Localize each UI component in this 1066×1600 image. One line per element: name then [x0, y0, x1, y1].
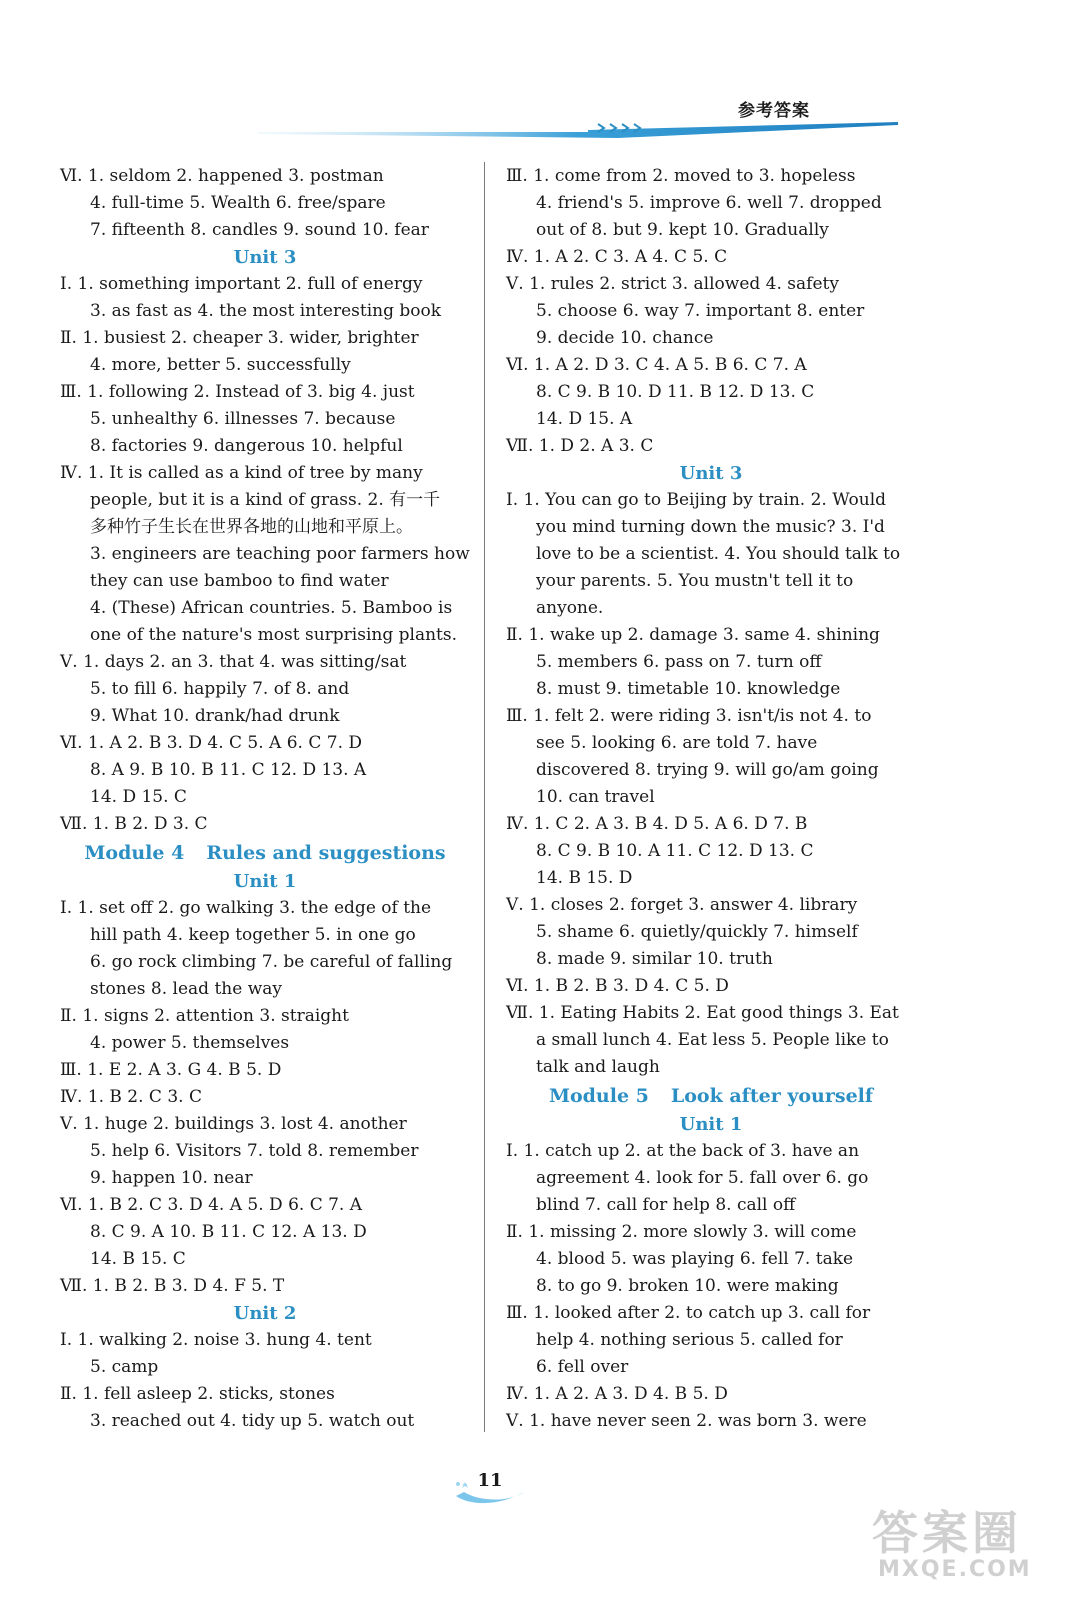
answer-line: 14. D 15. A [536, 409, 633, 429]
answer-line: Ⅱ. 1. signs 2. attention 3. straight [60, 1006, 349, 1026]
answer-line: 8. A 9. B 10. B 11. C 12. D 13. A [90, 760, 367, 780]
answer-line: 4. full-time 5. Wealth 6. free/spare [90, 193, 386, 213]
answer-line: Ⅲ. 1. felt 2. were riding 3. isn't/is not 4. to [506, 706, 872, 726]
answer-line: 7. fifteenth 8. candles 9. sound 10. fear [90, 220, 429, 240]
answer-line: Ⅳ. 1. It is called as a kind of tree by many [60, 463, 423, 483]
answer-line: one of the nature's most surprising plants. [90, 625, 457, 645]
answer-line: Ⅵ. 1. B 2. B 3. D 4. C 5. D [506, 976, 729, 996]
header-band-icon [258, 118, 908, 140]
answer-line: Ⅴ. 1. days 2. an 3. that 4. was sitting/sat [60, 652, 407, 672]
answer-line: people, but it is a kind of grass. 2. 有一千 [90, 490, 441, 510]
answer-line: Ⅲ. 1. E 2. A 3. G 4. B 5. D [60, 1060, 282, 1080]
answer-line: 3. as fast as 4. the most interesting book [90, 301, 442, 321]
answer-line: anyone. [536, 598, 604, 618]
header-title: 参考答案 [738, 101, 810, 121]
answer-line: 4. more, better 5. successfully [90, 355, 351, 375]
answer-line: 9. What 10. drank/had drunk [90, 706, 340, 726]
answer-line: 10. can travel [536, 787, 655, 807]
answer-line: Ⅱ. 1. wake up 2. damage 3. same 4. shining [506, 625, 880, 645]
module-title: Rules and suggestions [206, 842, 446, 864]
answer-line: Ⅲ. 1. following 2. Instead of 3. big 4. just [60, 382, 415, 402]
answer-line: see 5. looking 6. are told 7. have [536, 733, 818, 753]
answer-line: you mind turning down the music? 3. I'd [536, 517, 885, 537]
answer-line: Ⅰ. 1. set off 2. go walking 3. the edge of the [60, 898, 432, 918]
answer-line: 5. unhealthy 6. illnesses 7. because [90, 409, 396, 429]
answer-line: Ⅴ. 1. huge 2. buildings 3. lost 4. another [60, 1114, 407, 1134]
answer-line: Ⅰ. 1. walking 2. noise 3. hung 4. tent [60, 1330, 372, 1350]
module-heading [60, 838, 470, 868]
answer-line: 9. decide 10. chance [536, 328, 714, 348]
answer-line: 9. happen 10. near [90, 1168, 253, 1188]
answer-line: hill path 4. keep together 5. in one go [90, 925, 416, 945]
column-divider [484, 162, 485, 1432]
unit-heading: Unit 1 [679, 1114, 743, 1135]
answer-line: stones 8. lead the way [90, 979, 283, 999]
answer-line: they can use bamboo to find water [90, 571, 389, 591]
answer-line: Ⅴ. 1. closes 2. forget 3. answer 4. library [506, 895, 858, 915]
module-label: Module 4 [84, 842, 185, 864]
answer-line: 4. blood 5. was playing 6. fell 7. take [536, 1249, 854, 1269]
answer-line: Ⅳ. 1. A 2. C 3. A 4. C 5. C [506, 247, 728, 267]
answer-line: discovered 8. trying 9. will go/am going [536, 760, 879, 780]
answer-line: your parents. 5. You mustn't tell it to [536, 571, 854, 591]
watermark-logo-text: 答案圈 [872, 1506, 1022, 1560]
answer-line: 5. members 6. pass on 7. turn off [536, 652, 822, 672]
answer-line: Ⅵ. 1. A 2. D 3. C 4. A 5. B 6. C 7. A [506, 355, 807, 375]
answer-line: 14. B 15. D [536, 868, 633, 888]
answer-line: Ⅶ. 1. Eating Habits 2. Eat good things 3. Eat [506, 1003, 899, 1023]
answer-line: talk and laugh [536, 1057, 660, 1077]
answer-line: 5. choose 6. way 7. important 8. enter [536, 301, 865, 321]
answer-line: 6. fell over [536, 1357, 629, 1377]
answer-line: agreement 4. look for 5. fall over 6. go [536, 1168, 869, 1188]
page-number: 11 [477, 1470, 503, 1491]
answer-line: Ⅲ. 1. looked after 2. to catch up 3. call for [506, 1303, 871, 1323]
unit-heading: Unit 2 [233, 1303, 297, 1324]
answer-line: Ⅱ. 1. fell asleep 2. sticks, stones [60, 1384, 335, 1404]
right-column [506, 163, 916, 1435]
watermark-url: MXQE.COM [878, 1557, 1032, 1582]
answer-line: out of 8. but 9. kept 10. Gradually [536, 220, 829, 240]
answer-line: 8. C 9. B 10. D 11. B 12. D 13. C [536, 382, 815, 402]
answer-line: blind 7. call for help 8. call off [536, 1195, 796, 1215]
left-column [60, 163, 470, 1435]
answer-line: 8. C 9. A 10. B 11. C 12. A 13. D [90, 1222, 367, 1242]
answer-line: Ⅴ. 1. rules 2. strict 3. allowed 4. safety [506, 274, 839, 294]
unit-heading: Unit 1 [233, 871, 297, 892]
answer-line: 8. must 9. timetable 10. knowledge [536, 679, 841, 699]
answer-line: 5. help 6. Visitors 7. told 8. remember [90, 1141, 419, 1161]
answer-line: Ⅰ. 1. catch up 2. at the back of 3. have an [506, 1141, 860, 1161]
answer-line: Ⅱ. 1. missing 2. more slowly 3. will come [506, 1222, 857, 1242]
module-label: Module 5 [548, 1085, 649, 1107]
answer-line: Ⅳ. 1. A 2. A 3. D 4. B 5. D [506, 1384, 728, 1404]
answer-line: help 4. nothing serious 5. called for [536, 1330, 843, 1350]
answer-line: 5. camp [90, 1357, 159, 1377]
answer-line: Ⅰ. 1. You can go to Beijing by train. 2. Would [506, 490, 887, 510]
answer-line: Ⅳ. 1. B 2. C 3. C [60, 1087, 202, 1107]
answer-line: 6. go rock climbing 7. be careful of falling [90, 952, 453, 972]
module-title: Look after yourself [670, 1085, 874, 1107]
answer-line: 4. (These) African countries. 5. Bamboo is [90, 598, 453, 618]
answer-line: Ⅳ. 1. C 2. A 3. B 4. D 5. A 6. D 7. B [506, 814, 808, 834]
answer-line: Ⅶ. 1. B 2. D 3. C [60, 814, 208, 834]
answer-line: Ⅲ. 1. come from 2. moved to 3. hopeless [506, 166, 856, 186]
answer-line: 5. shame 6. quietly/quickly 7. himself [536, 922, 858, 942]
watermark [872, 1508, 1052, 1588]
answer-line: 5. to fill 6. happily 7. of 8. and [90, 679, 350, 699]
answer-line: Ⅶ. 1. D 2. A 3. C [506, 436, 654, 456]
unit-heading: Unit 3 [679, 463, 743, 484]
answer-line: 14. D 15. C [90, 787, 187, 807]
answer-line: 8. made 9. similar 10. truth [536, 949, 773, 969]
answer-line: 8. C 9. B 10. A 11. C 12. D 13. C [536, 841, 814, 861]
answer-line: 8. to go 9. broken 10. were making [536, 1276, 839, 1296]
header-decoration [258, 118, 908, 140]
answer-line: 4. friend's 5. improve 6. well 7. dropped [536, 193, 882, 213]
answer-line: Ⅵ. 1. B 2. C 3. D 4. A 5. D 6. C 7. A [60, 1195, 363, 1215]
answer-line: Ⅰ. 1. something important 2. full of energy [60, 274, 423, 294]
answer-line: a small lunch 4. Eat less 5. People like to [536, 1030, 889, 1050]
answer-line: love to be a scientist. 4. You should talk to [536, 544, 901, 564]
answer-line: 4. power 5. themselves [90, 1033, 290, 1053]
unit-heading: Unit 3 [233, 247, 297, 268]
answer-line: 3. engineers are teaching poor farmers how [90, 544, 470, 564]
answer-line: 多种竹子生长在世界各地的山地和平原上。 [90, 517, 413, 537]
answer-line: Ⅵ. 1. seldom 2. happened 3. postman [60, 166, 384, 186]
answer-line: 14. B 15. C [90, 1249, 186, 1269]
answer-line: 3. reached out 4. tidy up 5. watch out [90, 1411, 415, 1431]
answer-line: Ⅶ. 1. B 2. B 3. D 4. F 5. T [60, 1276, 285, 1296]
answer-line: 8. factories 9. dangerous 10. helpful [90, 436, 403, 456]
answer-line: Ⅴ. 1. have never seen 2. was born 3. were [506, 1411, 867, 1431]
module-heading [506, 1081, 916, 1111]
answer-line: Ⅱ. 1. busiest 2. cheaper 3. wider, brighter [60, 328, 419, 348]
answer-line: Ⅵ. 1. A 2. B 3. D 4. C 5. A 6. C 7. D [60, 733, 363, 753]
